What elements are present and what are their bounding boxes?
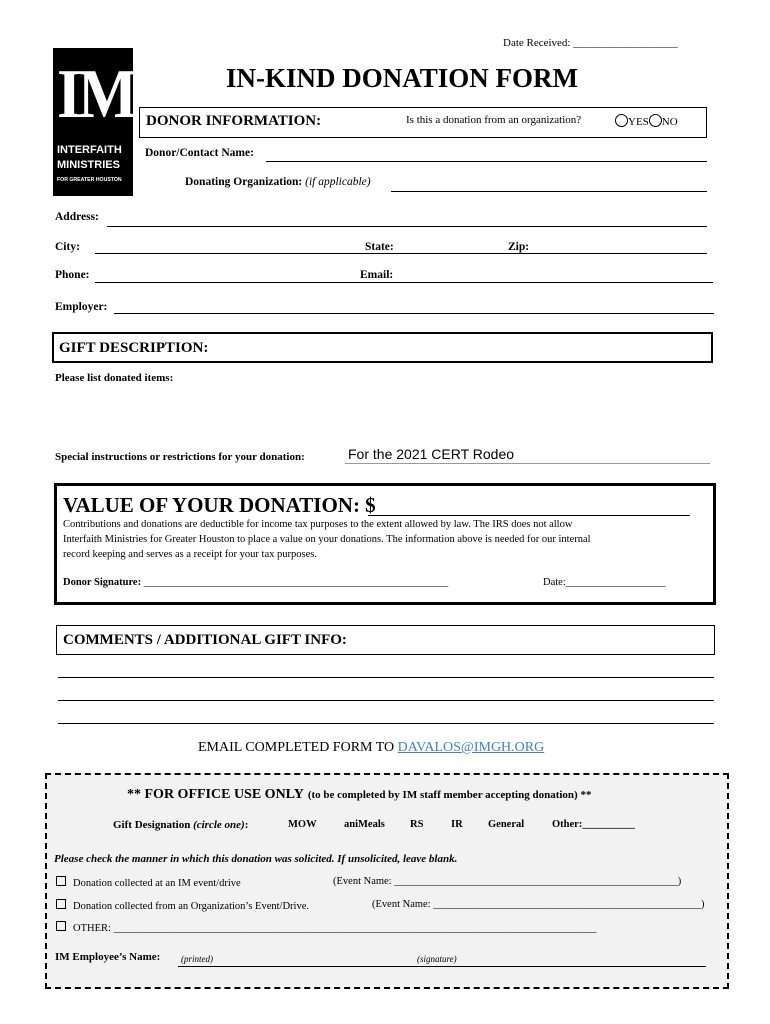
no-label: NO bbox=[661, 116, 678, 128]
printed-note: (printed) bbox=[181, 954, 213, 964]
address-label: Address: bbox=[55, 211, 99, 223]
donor-signature-field[interactable]: __________________________________________________________ bbox=[143, 577, 449, 588]
value-text-line3: record keeping and serves as a receipt for your tax purposes. bbox=[63, 549, 317, 560]
logo-name-line2: MINISTRIES bbox=[57, 159, 120, 171]
special-instructions-field[interactable] bbox=[345, 463, 710, 464]
special-instructions-value: For the 2021 CERT Rodeo bbox=[348, 446, 515, 462]
org-radio-group bbox=[615, 114, 678, 128]
phone-label: Phone: bbox=[55, 269, 90, 281]
date-received-label: Date Received: ___________________ bbox=[503, 37, 678, 49]
yes-radio[interactable] bbox=[615, 114, 628, 127]
employer-label: Employer: bbox=[55, 301, 108, 313]
email-link[interactable]: DAVALOS@IMGH.ORG bbox=[397, 740, 545, 755]
comments-line-2[interactable] bbox=[58, 700, 714, 701]
designation-option-ir[interactable]: IR bbox=[451, 819, 463, 830]
value-amount-field[interactable] bbox=[368, 515, 690, 516]
designation-option-other[interactable]: Other:__________ bbox=[552, 819, 635, 830]
special-instructions-label: Special instructions or restrictions for your donation: bbox=[55, 451, 305, 463]
office-use-box bbox=[45, 773, 729, 989]
designation-option-animeals[interactable]: aniMeals bbox=[344, 819, 385, 830]
org-name-field[interactable] bbox=[391, 191, 707, 192]
comments-line-3[interactable] bbox=[58, 723, 714, 724]
yes-label: YES bbox=[628, 116, 649, 128]
donor-signature-row bbox=[63, 577, 448, 588]
address-field[interactable] bbox=[107, 226, 707, 227]
donated-items-field[interactable] bbox=[55, 390, 713, 434]
logo-letters: IM bbox=[57, 56, 134, 133]
logo-name-line1: INTERFAITH bbox=[57, 144, 122, 156]
check-im-event-row bbox=[56, 876, 241, 889]
contact-name-field[interactable] bbox=[266, 161, 707, 162]
org-label: Donating Organization: (if applicable) bbox=[185, 176, 371, 188]
value-box bbox=[54, 483, 716, 605]
donor-signature-label: Donor Signature: bbox=[63, 577, 142, 588]
state-label: State: bbox=[365, 241, 394, 253]
office-use-heading: ** FOR OFFICE USE ONLY (to be completed by IM staff member accepting donation) ** bbox=[127, 787, 592, 802]
designation-option-rs[interactable]: RS bbox=[410, 819, 424, 830]
city-label: City: bbox=[55, 241, 80, 253]
phone-email-field[interactable] bbox=[95, 282, 713, 283]
gift-description-box bbox=[52, 332, 713, 363]
employee-name-field[interactable] bbox=[178, 966, 706, 967]
check-im-event-checkbox[interactable] bbox=[56, 876, 66, 886]
employer-field[interactable] bbox=[114, 313, 714, 314]
check-org-event-name-field[interactable]: (Event Name: ___________________________________________________) bbox=[372, 899, 705, 910]
check-org-event-row bbox=[56, 899, 309, 912]
comments-line-1[interactable] bbox=[58, 677, 714, 678]
value-text-line2: Interfaith Ministries for Greater Houston to place a value on your donations. The information above is needed for our internal bbox=[63, 534, 591, 545]
form-title: IN-KIND DONATION FORM bbox=[226, 63, 578, 93]
zip-label: Zip: bbox=[508, 241, 530, 253]
check-org-event-label: Donation collected from an Organization’s Event/Drive. bbox=[73, 901, 309, 912]
im-logo bbox=[53, 48, 133, 196]
gift-designation-label: Gift Designation (circle one): bbox=[113, 819, 249, 831]
check-im-event-name-field[interactable]: (Event Name: ______________________________________________________) bbox=[333, 876, 682, 887]
check-other-checkbox[interactable] bbox=[56, 921, 66, 931]
check-other-row bbox=[56, 921, 597, 934]
donation-date-row bbox=[543, 577, 666, 588]
signature-note: (signature) bbox=[417, 954, 457, 964]
email-label: Email: bbox=[360, 269, 394, 281]
designation-option-general[interactable]: General bbox=[488, 819, 525, 830]
check-im-event-label: Donation collected at an IM event/drive bbox=[73, 878, 241, 889]
donation-date-label: Date: bbox=[543, 577, 566, 588]
email-instruction: EMAIL COMPLETED FORM TO DAVALOS@IMGH.ORG bbox=[198, 740, 545, 755]
org-note: (if applicable) bbox=[305, 176, 371, 188]
donor-info-header-box bbox=[139, 107, 707, 138]
designation-option-mow[interactable]: MOW bbox=[288, 819, 317, 830]
value-heading: VALUE OF YOUR DONATION: $ bbox=[63, 493, 376, 517]
donor-info-heading: DONOR INFORMATION: bbox=[146, 113, 322, 129]
employee-name-label: IM Employee’s Name: bbox=[55, 951, 161, 963]
no-radio[interactable] bbox=[649, 114, 662, 127]
comments-box bbox=[56, 625, 715, 655]
check-other-label: OTHER: ____________________________________________________________________________________________ bbox=[73, 923, 597, 934]
value-text-line1: Contributions and donations are deductible for income tax purposes to the extent allowed by law. The IRS does not allow bbox=[63, 519, 573, 530]
manner-note: Please check the manner in which this donation was solicited. If unsolicited, leave blank. bbox=[54, 853, 458, 865]
donation-date-field[interactable]: ___________________ bbox=[565, 577, 666, 588]
check-org-event-checkbox[interactable] bbox=[56, 899, 66, 909]
city-state-zip-field[interactable] bbox=[95, 253, 707, 254]
org-question: Is this a donation from an organization? bbox=[406, 114, 582, 126]
comments-heading: COMMENTS / ADDITIONAL GIFT INFO: bbox=[63, 632, 347, 648]
logo-name-line3: FOR GREATER HOUSTON bbox=[57, 177, 122, 183]
donated-items-label: Please list donated items: bbox=[55, 372, 174, 384]
contact-name-label: Donor/Contact Name: bbox=[145, 147, 254, 159]
gift-description-heading: GIFT DESCRIPTION: bbox=[59, 340, 209, 356]
